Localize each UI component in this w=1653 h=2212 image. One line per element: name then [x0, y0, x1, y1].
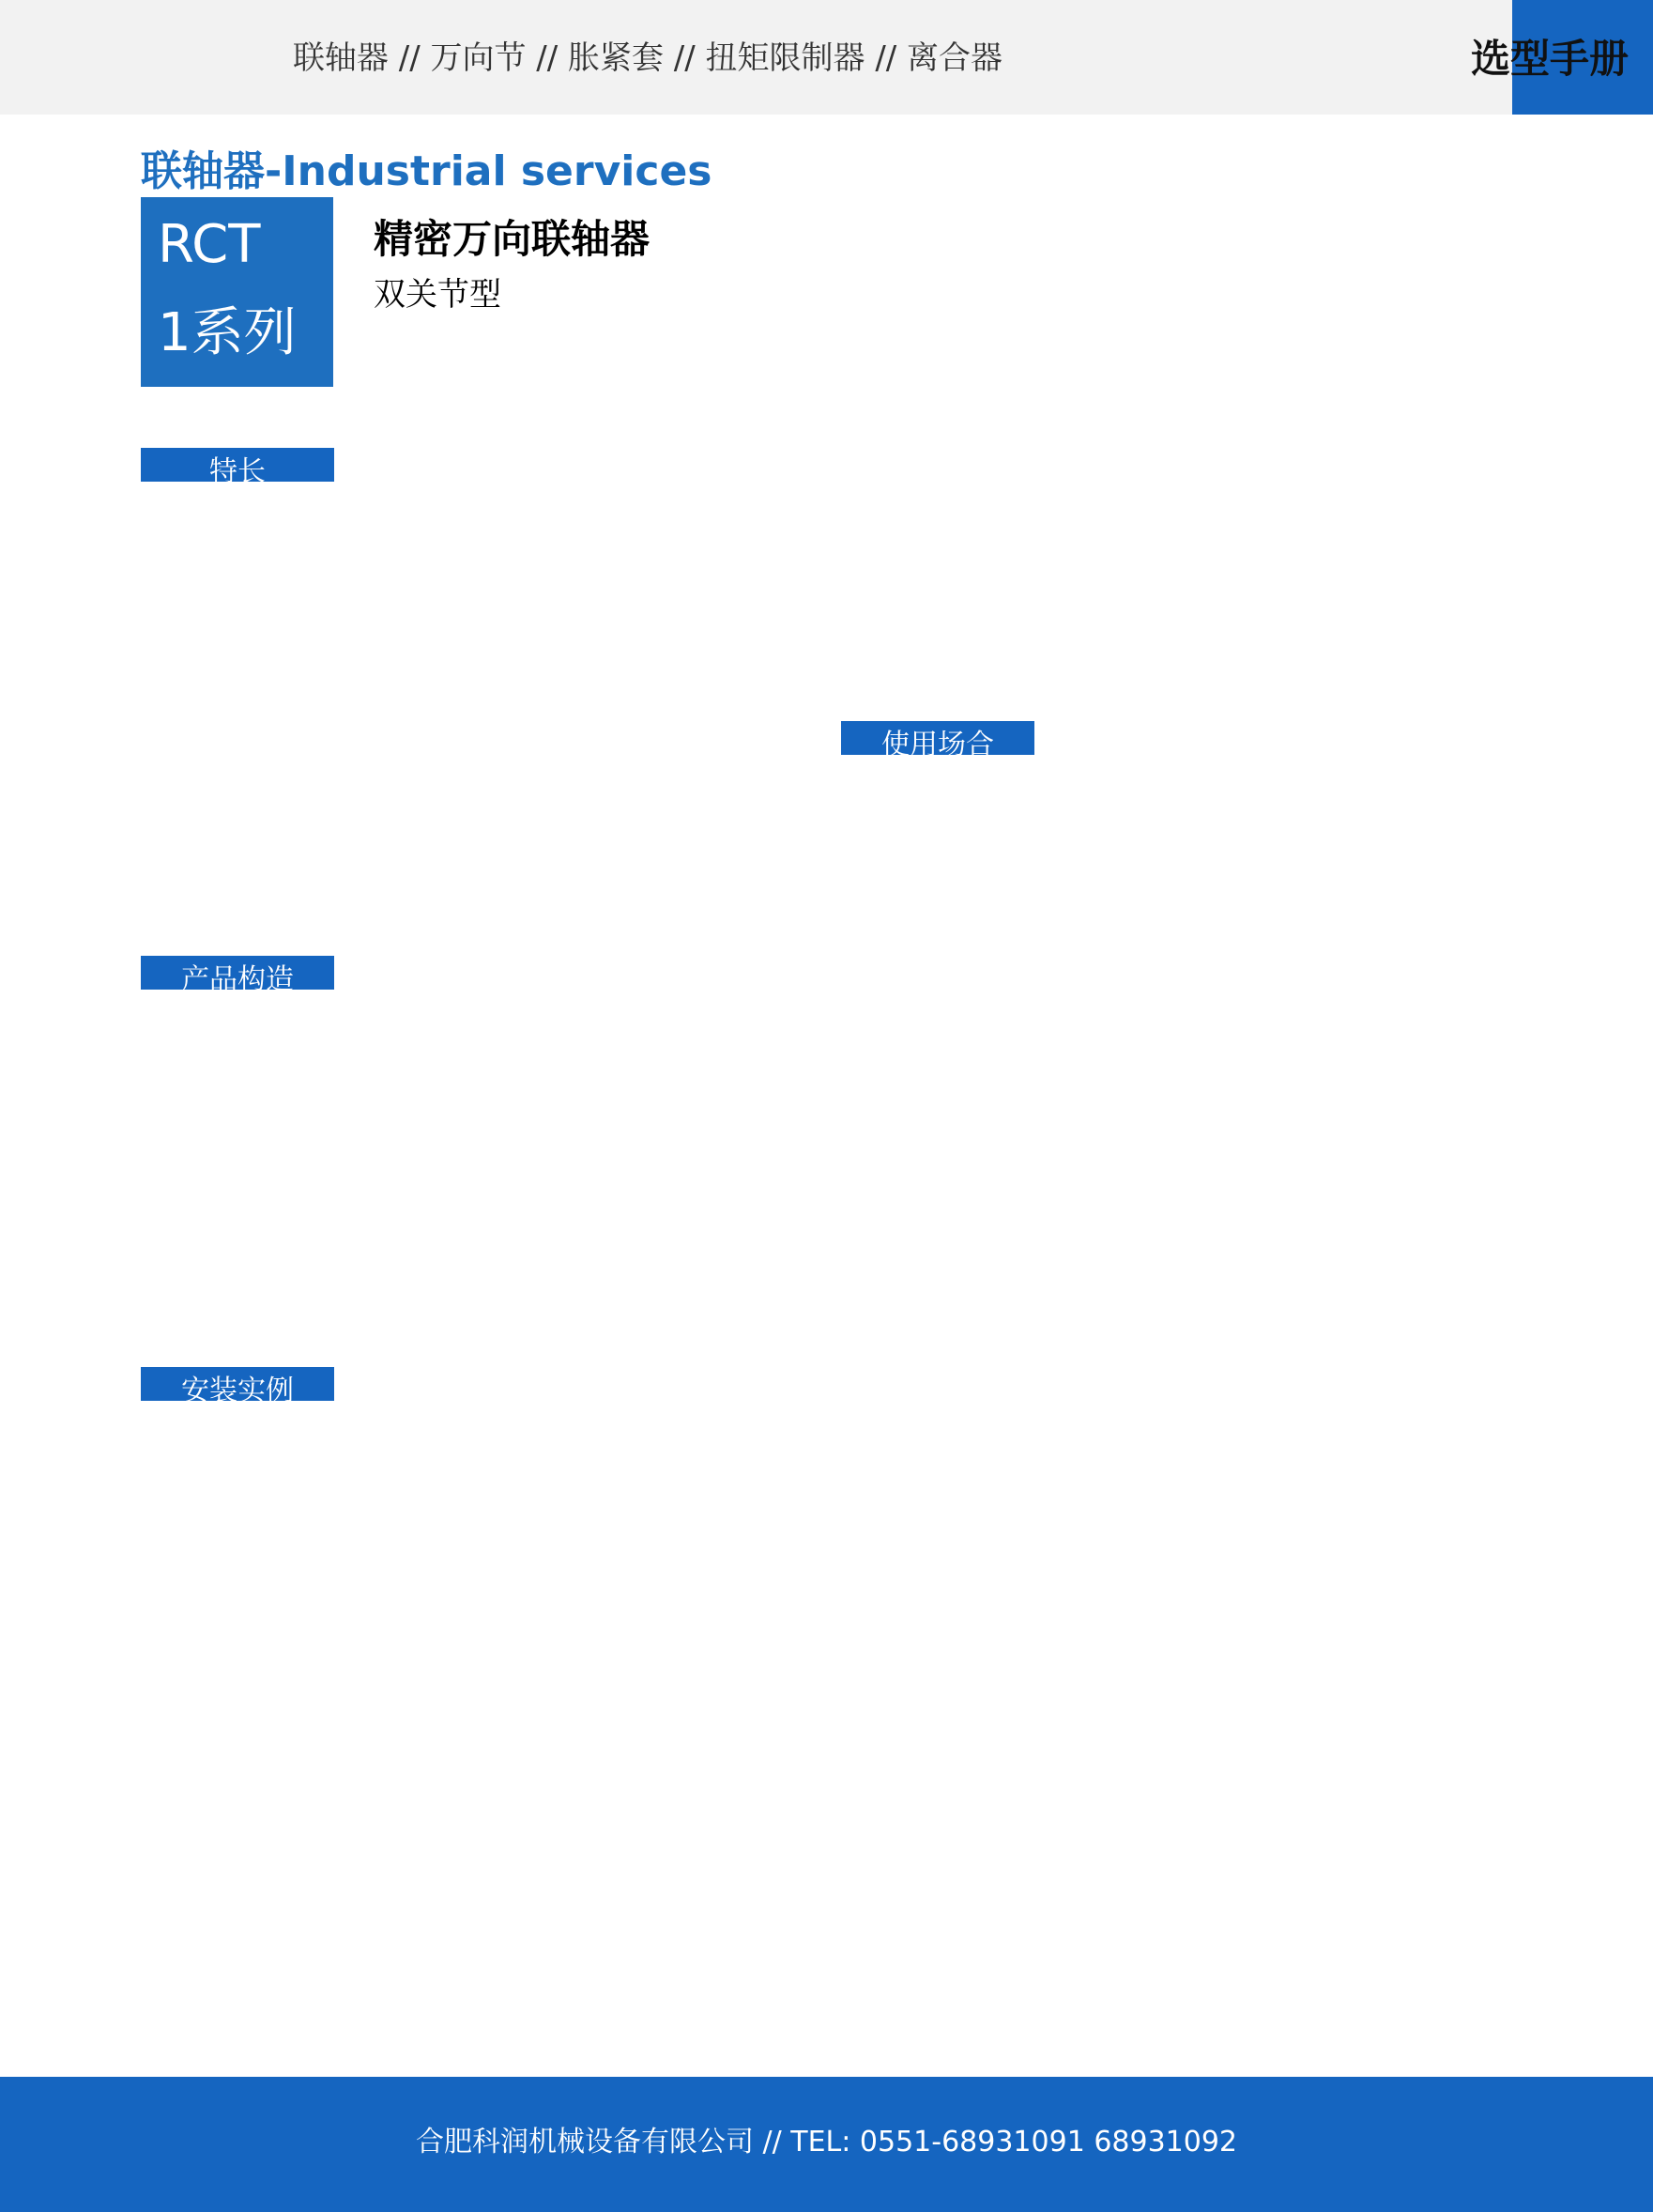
structure-header: 产品构造 — [141, 956, 334, 990]
features-header: 特长 — [141, 448, 334, 482]
footer-text: 合肥科润机械设备有限公司 // TEL: 0551-68931091 68931092 — [415, 2126, 1238, 2158]
product-type: 双关节型 — [374, 276, 501, 314]
model: RCT — [158, 214, 261, 275]
usage-header: 使用场合 — [841, 721, 1034, 755]
header-title: 联轴器 // 万向节 // 胀紧套 // 扭矩限制器 // 离合器 — [292, 39, 1003, 77]
section-title: 联轴器-Industrial services — [141, 147, 712, 195]
series: 1系列 — [158, 302, 297, 363]
product-title: 精密万向联轴器 — [374, 216, 650, 262]
install-header: 安装实例 — [141, 1367, 334, 1401]
footer-bar — [0, 2077, 1653, 2212]
model-box — [141, 197, 333, 387]
header-right: 选型手册 — [1470, 36, 1629, 82]
